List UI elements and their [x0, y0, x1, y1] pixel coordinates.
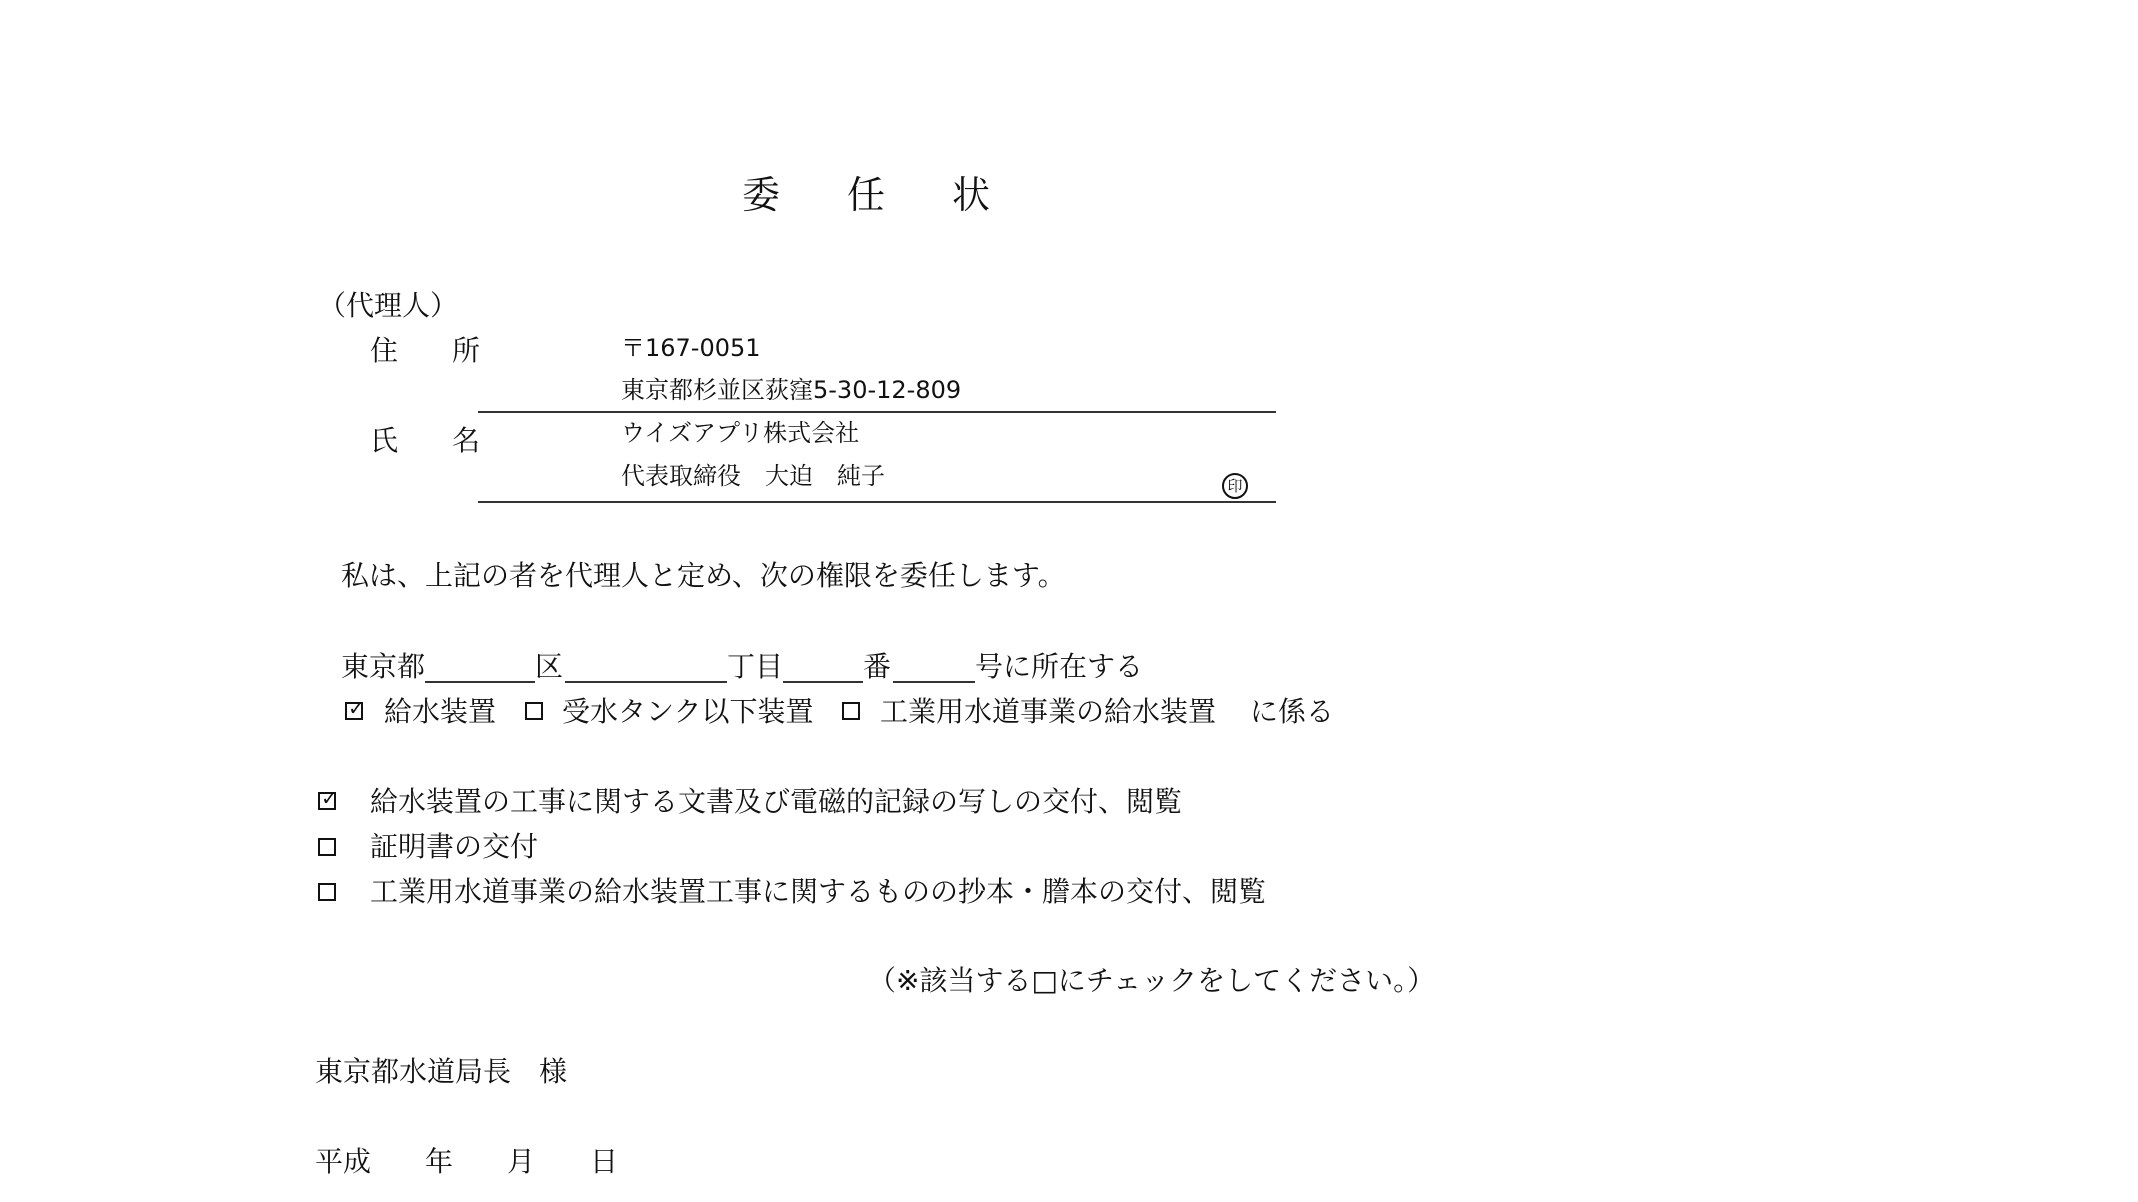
location-prefix: 東京都 [341, 650, 426, 683]
name-label-char-1: 氏 [370, 424, 399, 457]
seal-mark: 印 [1222, 473, 1248, 499]
device-suffix: に係る [1250, 695, 1335, 728]
checkbox-note: （※該当する□にチェックをしてください。） [868, 964, 1436, 997]
addressee: 東京都水道局長 様 [315, 1055, 568, 1088]
agent-heading: （代理人） [318, 289, 459, 322]
device-option-2-checkbox[interactable] [525, 702, 543, 720]
document-title-char-1: 委 [742, 173, 781, 217]
power-3-checkbox[interactable] [318, 883, 336, 901]
chome-blank[interactable] [565, 681, 727, 683]
date-day: 日 [590, 1145, 619, 1178]
device-option-3-label: 工業用水道事業の給水装置 [880, 695, 1217, 728]
date-era: 平成 [315, 1145, 372, 1178]
power-1-label: 給水装置の工事に関する文書及び電磁的記録の写しの交付、閲覧 [370, 785, 1183, 818]
power-1-checkbox[interactable] [318, 786, 338, 810]
power-3-label: 工業用水道事業の給水装置工事に関するものの抄本・謄本の交付、閲覧 [370, 875, 1267, 908]
postal-code: 〒167-0051 [621, 334, 761, 362]
date-month: 月 [507, 1145, 536, 1178]
representative-name: 代表取締役 大迫 純子 [621, 462, 885, 490]
address-label-char-1: 住 [370, 334, 399, 367]
check-mark-icon: ✓ [321, 786, 338, 810]
address-value: 東京都杉並区荻窪5-30-12-809 [621, 376, 962, 404]
document-title-char-2: 任 [847, 173, 886, 217]
device-option-3-checkbox[interactable] [842, 702, 860, 720]
name-underline [478, 501, 1276, 503]
name-label-char-2: 名 [452, 424, 481, 457]
address-label-char-2: 所 [452, 334, 481, 367]
ward-blank[interactable] [425, 681, 535, 683]
ban-blank[interactable] [783, 681, 863, 683]
device-option-1-label: 給水装置 [384, 695, 497, 728]
location-chome: 丁目 [727, 650, 784, 683]
address-underline [478, 411, 1276, 413]
date-year: 年 [425, 1145, 454, 1178]
location-ward: 区 [535, 650, 564, 683]
document-title-char-3: 状 [952, 173, 991, 217]
delegation-statement: 私は、上記の者を代理人と定め、次の権限を委任します。 [341, 559, 1066, 592]
go-blank[interactable] [893, 681, 975, 683]
power-2-checkbox[interactable] [318, 838, 336, 856]
check-mark-icon: ✓ [348, 696, 365, 720]
company-name: ウイズアプリ株式会社 [621, 419, 860, 447]
power-2-label: 証明書の交付 [370, 830, 539, 863]
location-go: 号に所在する [975, 650, 1144, 683]
location-ban: 番 [863, 650, 892, 683]
device-option-2-label: 受水タンク以下装置 [562, 695, 814, 728]
device-option-1-checkbox[interactable] [345, 696, 365, 720]
